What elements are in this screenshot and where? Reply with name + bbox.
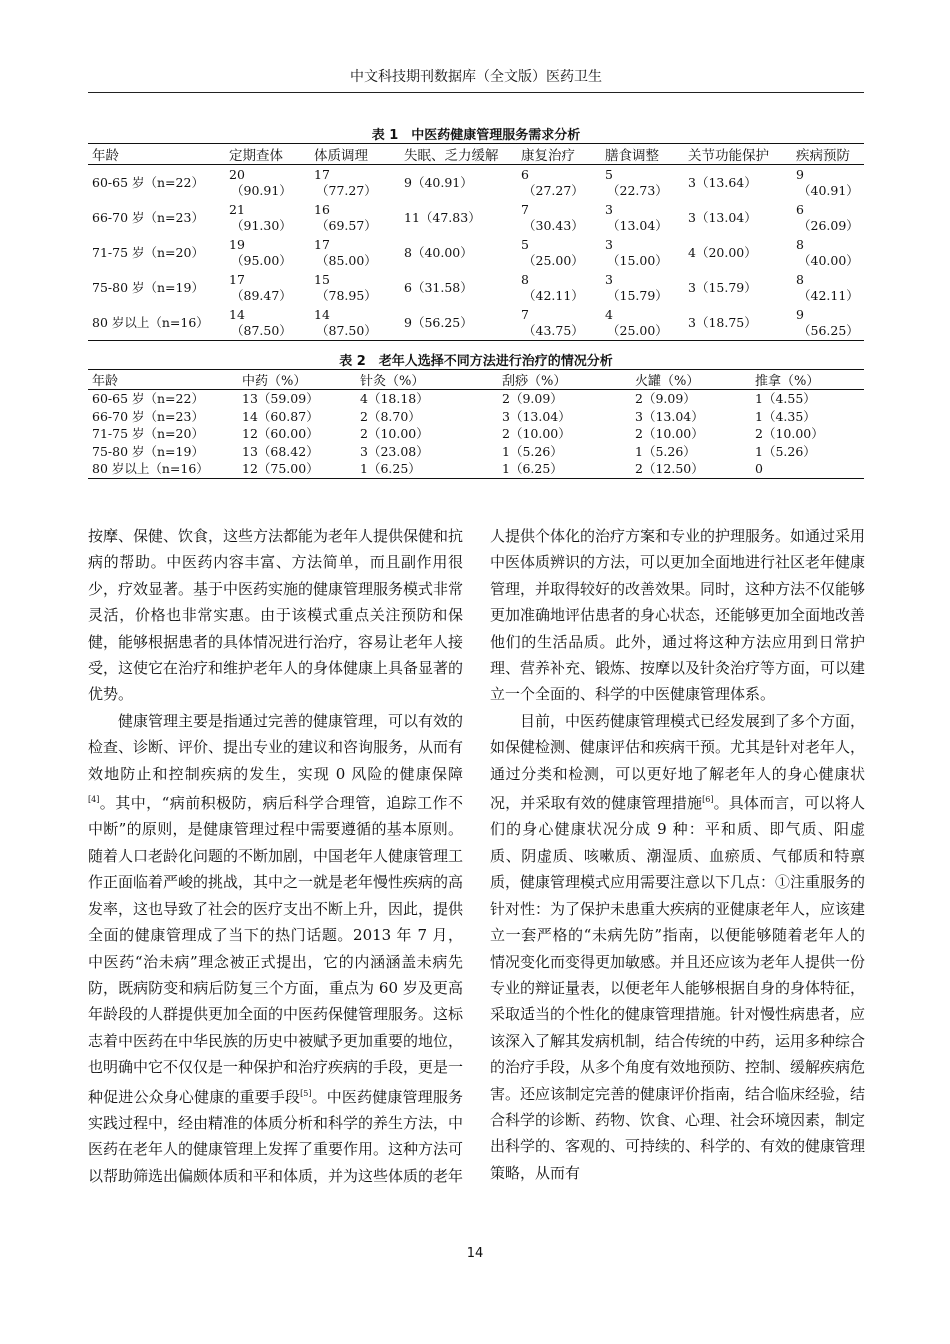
table1-cell xyxy=(792,165,864,201)
table1-cell xyxy=(310,270,400,305)
table2-header: 年龄 xyxy=(92,374,119,389)
age-group-cell: 71-75 岁（n=20） xyxy=(92,426,204,442)
table1-cell xyxy=(310,305,400,341)
cell-count: 6（31.58） xyxy=(404,279,473,295)
table2-cell: 2（8.70） xyxy=(360,408,421,424)
table2-cell: 12（60.00） xyxy=(242,426,319,442)
cell-percent: （42.11） xyxy=(523,287,584,303)
table1-cell xyxy=(684,235,792,270)
cell-count: 3 xyxy=(605,201,613,217)
table1-cell xyxy=(225,270,310,305)
cell-count: 7 xyxy=(521,306,529,322)
table2-cell: 2（10.00） xyxy=(502,426,571,442)
cell-count: 21 xyxy=(229,201,245,217)
cell-count: 16 xyxy=(314,201,330,217)
cell-count: 14 xyxy=(314,306,330,322)
cell-percent: （42.11） xyxy=(798,287,859,303)
cell-percent: （87.50） xyxy=(231,322,292,338)
cell-count: 9 xyxy=(796,166,804,182)
table2-cell: 3（13.04） xyxy=(635,408,704,424)
table1-header: 疾病预防 xyxy=(796,148,850,164)
cell-percent: （91.30） xyxy=(231,217,292,233)
cell-count: 5 xyxy=(605,166,613,182)
table2-header: 推拿（%） xyxy=(755,374,820,389)
table1-header: 体质调理 xyxy=(314,148,368,164)
cell-percent: （87.50） xyxy=(316,322,377,338)
table1-cell xyxy=(684,200,792,235)
table1-header: 失眠、乏力缓解 xyxy=(404,148,499,164)
age-group-cell: 80 岁以上（n=16） xyxy=(92,461,209,477)
table1-cell xyxy=(517,200,601,235)
table1-row xyxy=(88,270,864,305)
table2 xyxy=(88,369,864,479)
cell-percent: （30.43） xyxy=(523,217,584,233)
cell-count: 9 xyxy=(796,306,804,322)
age-group-cell: 75-80 岁（n=19） xyxy=(92,443,204,459)
cell-count: 17 xyxy=(314,236,330,252)
cell-percent: （15.00） xyxy=(607,252,668,268)
table2-cell: 3（23.08） xyxy=(360,443,429,459)
table2-cell: 2（10.00） xyxy=(755,426,824,442)
table2-cell: 2（10.00） xyxy=(635,426,704,442)
table1-cell xyxy=(225,200,310,235)
table1-row xyxy=(88,305,864,341)
table2-cell: 1（4.55） xyxy=(755,391,816,407)
age-group-cell: 80 岁以上（n=16） xyxy=(92,314,209,330)
table1-header: 膳食调整 xyxy=(605,148,659,164)
cell-count: 3（15.79） xyxy=(688,279,757,295)
cell-count: 6 xyxy=(796,201,804,217)
table1-header: 康复治疗 xyxy=(521,148,575,164)
cell-count: 17 xyxy=(314,166,330,182)
table1-cell xyxy=(517,305,601,341)
cell-count: 3 xyxy=(605,271,613,287)
cell-count: 6 xyxy=(521,166,529,182)
cell-percent: （40.91） xyxy=(798,182,859,198)
cell-count: 3（13.04） xyxy=(688,209,757,225)
age-group-cell: 71-75 岁（n=20） xyxy=(92,244,204,260)
table2-cell: 1（5.26） xyxy=(755,443,816,459)
table2-cell: 2（9.09） xyxy=(635,391,696,407)
citation-marker: [6] xyxy=(702,795,714,805)
cell-percent: （78.95） xyxy=(316,287,377,303)
cell-percent: （13.04） xyxy=(607,217,668,233)
table2-cell: 2（10.00） xyxy=(360,426,429,442)
table1-cell xyxy=(400,200,517,235)
cell-count: 3（18.75） xyxy=(688,314,757,330)
table1-cell xyxy=(684,165,792,201)
page-number: 14 xyxy=(466,1246,484,1261)
table2-cell: 1（4.35） xyxy=(755,408,816,424)
cell-percent: （95.00） xyxy=(231,252,292,268)
table1-cell xyxy=(225,235,310,270)
table2-cell: 1（5.26） xyxy=(635,443,696,459)
table1-cell xyxy=(792,305,864,341)
age-group-cell: 75-80 岁（n=19） xyxy=(92,279,204,295)
table1-header: 年龄 xyxy=(92,148,119,164)
table1-cell xyxy=(601,235,684,270)
cell-percent: （85.00） xyxy=(316,252,377,268)
cell-percent: （15.79） xyxy=(607,287,668,303)
cell-percent: （27.27） xyxy=(523,182,584,198)
table1-caption: 表 1 中医药健康管理服务需求分析 xyxy=(371,128,581,143)
table2-cell: 2（9.09） xyxy=(502,391,563,407)
table1-header-row xyxy=(88,144,864,165)
table1-cell xyxy=(792,270,864,305)
body-column-right xyxy=(490,523,865,1186)
cell-count: 8 xyxy=(521,271,529,287)
table2-cell: 1（6.25） xyxy=(360,461,421,477)
table1-cell xyxy=(225,305,310,341)
table2-caption: 表 2 老年人选择不同方法进行治疗的情况分析 xyxy=(339,354,613,369)
table2-header: 中药（%） xyxy=(242,374,307,389)
cell-percent: （56.25） xyxy=(798,322,859,338)
table2-row xyxy=(88,460,864,478)
table1-cell xyxy=(400,270,517,305)
table2-cell: 3（13.04） xyxy=(502,408,571,424)
cell-count: 11（47.83） xyxy=(404,209,481,225)
paragraph: 人提供个体化的治疗方案和专业的护理服务。如通过采用中医体质辨识的方法，可以更加全面地进行社区老年健康管理，并取得较好的改善效果。同时，这种方法不仅能够更加准确地评估患者的身心状态，还能够更加全面地改善他们的生活品质。此外，通过将这种方法应用到日常护理、营养补充、锻炼、按摩以及针灸治疗等方面，可以建立一个全面的、科学的中医健康管理体系。 xyxy=(490,527,866,704)
paragraph: 目前，中医药健康管理模式已经发展到了多个方面，如保健检测、健康评估和疾病干预。尤其是针对老年人，通过分类和检测，可以更好地了解老年人的身心健康状况，并采取有效的健康管理措施[6]。具体而言，可以将人们的身心健康状况分成 9 种：平和质、即气质、阳虚质、阴虚质、咳嗽质、潮湿质、血瘀质、气郁质和特禀质，健康管理模式应用需要注意以下几点：①注重服务的针对性：为了保护未患重大疾病的亚健康老年人，应该建立一套严格的“未病先防”指南，以便能够随着老年人的情况变化而变得更加敏感。并且还应该为老年人提供一份专业的辩证量表，以便老年人能够根据自身的身体特征，采取适当的个性化的健康管理措施。针对慢性病患者，应该深入了解其发病机制，结合传统的中药，运用多种综合的治疗手段，从多个角度有效地预防、控制、缓解疾病危害。还应该制定完善的健康评价指南，结合临床经验，结合科学的诊断、药物、饮食、心理、社会环境因素，制定出科学的、客观的、可持续的、科学的、有效的健康管理策略，从而有 xyxy=(490,711,866,1182)
table2-cell: 4（18.18） xyxy=(360,391,429,407)
table2-header: 刮痧（%） xyxy=(502,374,567,389)
table2-header-row xyxy=(88,370,864,390)
table2-row xyxy=(88,443,864,461)
table2-row xyxy=(88,425,864,443)
table1-cell xyxy=(601,305,684,341)
table1-cell xyxy=(792,200,864,235)
cell-percent: （25.00） xyxy=(607,322,668,338)
citation-marker: [5] xyxy=(300,1088,312,1098)
cell-count: 8（40.00） xyxy=(404,244,473,260)
cell-percent: （26.09） xyxy=(798,217,859,233)
table1-cell xyxy=(601,165,684,201)
cell-percent: （43.75） xyxy=(523,322,584,338)
body-column-left xyxy=(88,523,463,1189)
age-group-cell: 66-70 岁（n=23） xyxy=(92,408,204,424)
table1-cell xyxy=(792,235,864,270)
cell-percent: （40.00） xyxy=(798,252,859,268)
cell-count: 17 xyxy=(229,271,245,287)
cell-count: 7 xyxy=(521,201,529,217)
citation-marker: [4] xyxy=(88,795,100,805)
cell-percent: （77.27） xyxy=(316,182,377,198)
table1-header: 定期查体 xyxy=(229,148,283,164)
cell-count: 3（13.64） xyxy=(688,174,757,190)
cell-count: 19 xyxy=(229,236,245,252)
table1-cell xyxy=(310,165,400,201)
cell-percent: （90.91） xyxy=(231,182,292,198)
cell-count: 4（20.00） xyxy=(688,244,757,260)
table2-cell: 0 xyxy=(755,461,763,477)
paragraph: 健康管理主要是指通过完善的健康管理，可以有效的检查、诊断、评价、提出专业的建议和咨询服务，从而有效地防止和控制疾病的发生，实现 0 风险的健康保障[4]。其中，“病前积极防，病后科学合理管，追踪工作不中断”的原则，是健康管理过程中需要遵循的基本原则。随着人口老龄化问题的不断加剧，中国老年人健康管理工作正面临着严峻的挑战，其中之一就是老年慢性疾病的高发率，这也导致了社会的医疗支出不断上升，因此，提供全面的健康管理成了当下的热门话题。2013 年 7 月，中医药“治未病”理念被正式提出，它的内涵涵盖未病先防，既病防变和病后防复三个方面，重点为 60 岁及更高年龄段的人群提供更加全面的中医药保健管理服务。这标志着中医药在中华民族的历史中被赋予更加重要的地位，也明确中它不仅仅是一种保护和治疗疾病的手段，更是一种促进公众身心健康的重要手段[5]。中医药健康管理服务实践过程中，经由精准的体质分析和科学的养生方法，中医药在老年人的健康管理上发挥了重要作用。这种方法可以帮助筛选出偏颇体质和平和体质，并为这些体质的老年 xyxy=(88,711,464,1185)
table1-cell xyxy=(400,235,517,270)
table2-row xyxy=(88,408,864,426)
table2-cell: 12（75.00） xyxy=(242,461,319,477)
cell-percent: （22.73） xyxy=(607,182,668,198)
cell-count: 15 xyxy=(314,271,330,287)
cell-percent: （69.57） xyxy=(316,217,377,233)
age-group-cell: 60-65 岁（n=22） xyxy=(92,174,204,190)
cell-count: 8 xyxy=(796,236,804,252)
cell-count: 4 xyxy=(605,306,613,322)
paragraph: 按摩、保健、饮食，这些方法都能为老年人提供保健和抗病的帮助。中医药内容丰富、方法简单，而且副作用很少，疗效显著。基于中医药实施的健康管理服务模式非常灵活，价格也非常实惠。由于该模式重点关注预防和保健，能够根据患者的具体情况进行治疗，容易让老年人接受，这使它在治疗和维护老年人的身体健康上具备显著的优势。 xyxy=(88,527,464,704)
table1-cell xyxy=(601,270,684,305)
cell-count: 20 xyxy=(229,166,245,182)
table2-cell: 14（60.87） xyxy=(242,408,319,424)
table2-cell: 1（6.25） xyxy=(502,461,563,477)
age-group-cell: 66-70 岁（n=23） xyxy=(92,209,204,225)
table1-cell xyxy=(400,165,517,201)
table1-row xyxy=(88,165,864,201)
table1-header: 关节功能保护 xyxy=(688,148,769,164)
table1-cell xyxy=(400,305,517,341)
table2-cell: 1（5.26） xyxy=(502,443,563,459)
cell-percent: （25.00） xyxy=(523,252,584,268)
cell-count: 9（40.91） xyxy=(404,174,473,190)
table1-cell xyxy=(517,270,601,305)
journal-header: 中文科技期刊数据库（全文版）医药卫生 xyxy=(88,66,864,93)
table2-cell: 2（12.50） xyxy=(635,461,704,477)
cell-count: 9（56.25） xyxy=(404,314,473,330)
cell-count: 8 xyxy=(796,271,804,287)
table2-header: 火罐（%） xyxy=(635,374,700,389)
table1 xyxy=(88,143,864,341)
table2-cell: 13（59.09） xyxy=(242,391,319,407)
table1-cell xyxy=(310,235,400,270)
cell-count: 3 xyxy=(605,236,613,252)
cell-count: 14 xyxy=(229,306,245,322)
age-group-cell: 60-65 岁（n=22） xyxy=(92,391,204,407)
table2-row xyxy=(88,390,864,408)
table1-cell xyxy=(684,270,792,305)
cell-count: 5 xyxy=(521,236,529,252)
table1-cell xyxy=(310,200,400,235)
cell-percent: （89.47） xyxy=(231,287,292,303)
table1-row xyxy=(88,200,864,235)
table1-row xyxy=(88,235,864,270)
table2-header: 针灸（%） xyxy=(360,374,425,389)
table1-cell xyxy=(517,165,601,201)
table1-cell xyxy=(684,305,792,341)
table1-cell xyxy=(517,235,601,270)
table1-cell xyxy=(225,165,310,201)
table2-cell: 13（68.42） xyxy=(242,443,319,459)
table1-cell xyxy=(601,200,684,235)
